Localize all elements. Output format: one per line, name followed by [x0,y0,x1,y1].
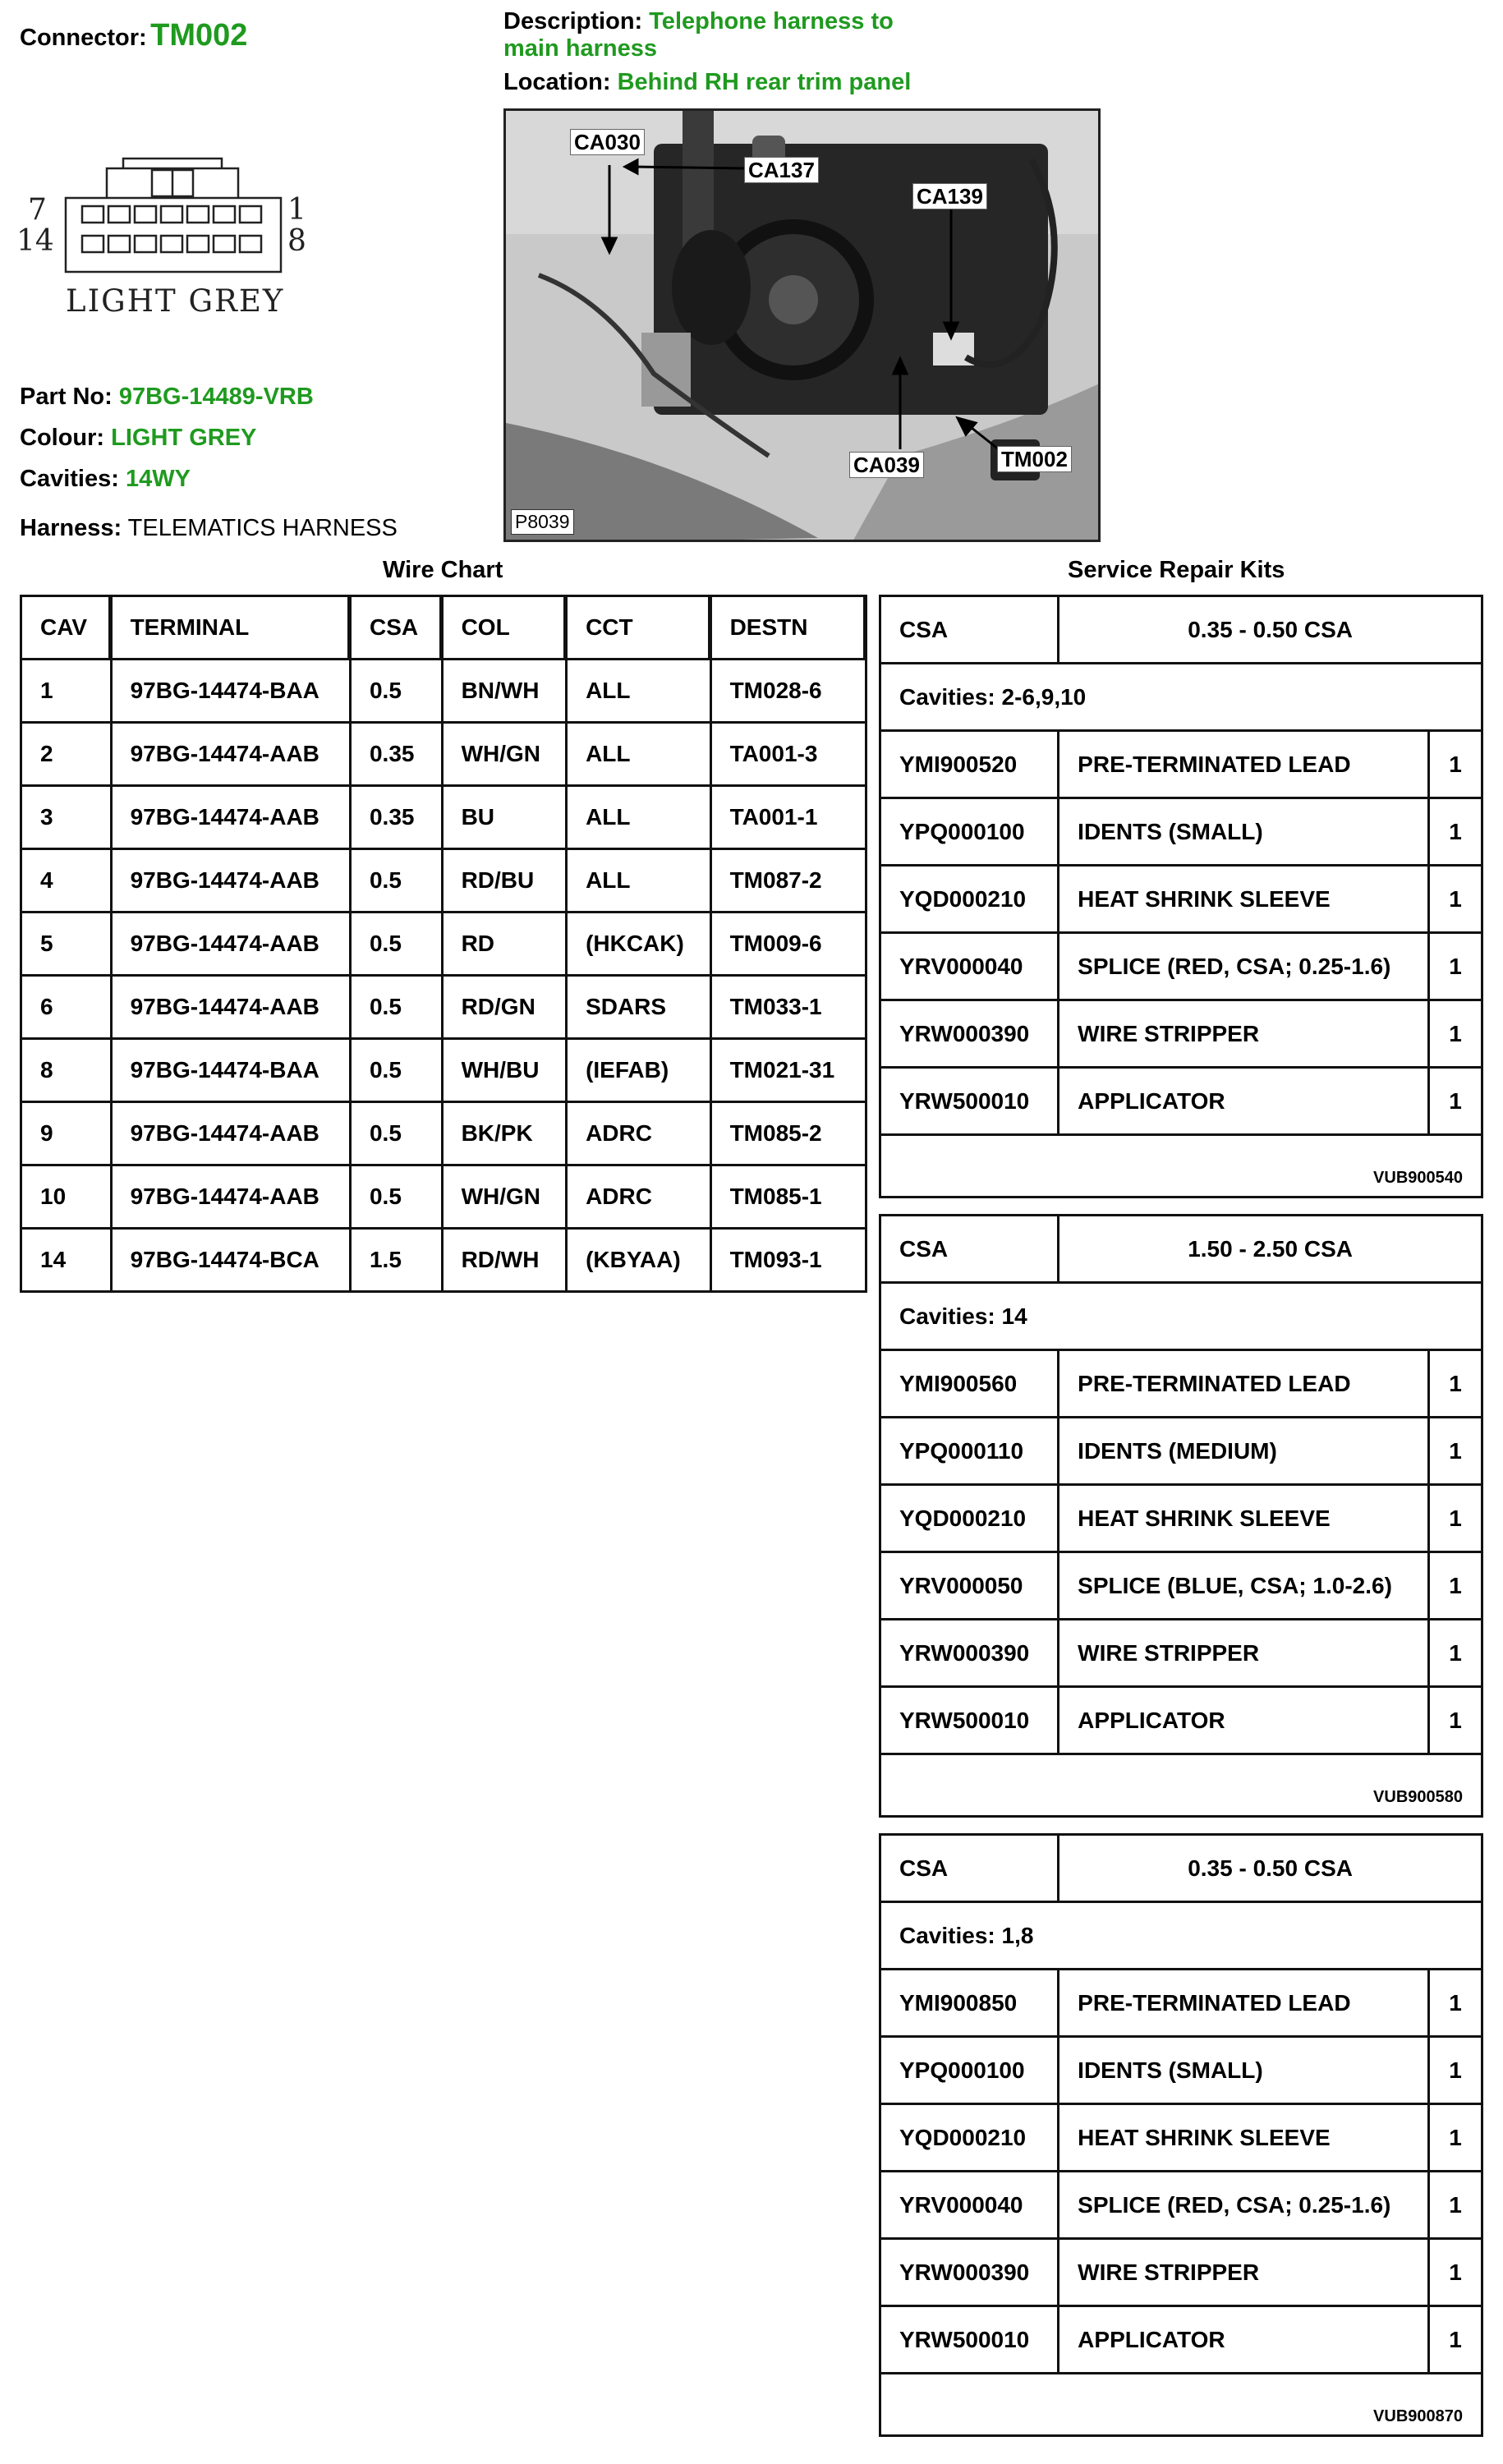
pin-label-8: 8 [287,224,306,258]
kit-part-qty: 1 [1430,799,1483,867]
cell-csa: 0.5 [352,1040,444,1103]
harness-label: Harness: [20,515,122,541]
kit-part-description: SPLICE (BLUE, CSA; 1.0-2.6) [1059,1553,1430,1620]
kit-part-description: SPLICE (RED, CSA; 0.25-1.6) [1059,934,1430,1001]
kit-csa-label: CSA [881,597,1059,664]
table-row [881,1069,1483,1136]
kit-part-number: YRW000390 [881,1001,1059,1069]
kit-part-qty: 1 [1430,1486,1483,1553]
kit-part-description: APPLICATOR [1059,1069,1430,1136]
cell-cav: 9 [22,1103,113,1166]
cell-cav: 5 [22,913,113,977]
cell-terminal: 97BG-14474-AAB [113,787,352,850]
kit-part-qty: 1 [1430,1001,1483,1069]
cell-cct: ADRC [568,1166,712,1230]
cell-terminal: 97BG-14474-BCA [113,1230,352,1293]
cell-cct: ALL [568,660,712,724]
table-row [881,867,1483,934]
table-row [881,1620,1483,1688]
cell-terminal: 97BG-14474-AAB [113,1166,352,1230]
cell-col: RD/BU [444,850,568,913]
kit-part-qty: 1 [1430,934,1483,1001]
service-kit-table [879,595,1483,1198]
cell-col: RD/WH [444,1230,568,1293]
kit-part-number: YRW500010 [881,1069,1059,1136]
table-row [881,1970,1483,2038]
cell-destn: TM033-1 [712,977,867,1040]
cavities-value: 14WY [125,466,191,492]
location-photo [503,108,1101,542]
kit-part-number: YMI900850 [881,1970,1059,2038]
cell-csa: 0.5 [352,913,444,977]
column-header: CCT [568,597,712,660]
cell-cct: ALL [568,850,712,913]
table-row [22,724,867,787]
cell-terminal: 97BG-14474-AAB [113,850,352,913]
photo-code: P8039 [511,509,574,535]
wire-chart-header-row [22,597,867,660]
table-row [881,2038,1483,2105]
cell-cct: SDARS [568,977,712,1040]
kit-part-number: YQD000210 [881,867,1059,934]
kit-part-description: IDENTS (SMALL) [1059,799,1430,867]
kit-part-description: APPLICATOR [1059,1688,1430,1755]
kit-part-description: HEAT SHRINK SLEEVE [1059,867,1430,934]
table-row [22,787,867,850]
kit-part-qty: 1 [1430,2105,1483,2172]
kit-cavities: Cavities: 2-6,9,10 [881,664,1483,732]
kit-part-qty: 1 [1430,1553,1483,1620]
cell-destn: TM028-6 [712,660,867,724]
kit-cavities: Cavities: 1,8 [881,1903,1483,1970]
cell-cav: 1 [22,660,113,724]
kit-code: VUB900580 [881,1755,1483,1818]
table-row [22,977,867,1040]
table-row [881,1418,1483,1486]
kit-part-number: YRW500010 [881,2307,1059,2374]
part-info [20,376,398,549]
kit-part-qty: 1 [1430,2307,1483,2374]
table-row [881,2307,1483,2374]
kit-part-number: YPQ000100 [881,2038,1059,2105]
kit-part-number: YRW000390 [881,2240,1059,2307]
kit-code: VUB900540 [881,1136,1483,1198]
pin-label-7: 7 [28,193,47,227]
column-header: DESTN [712,597,867,660]
cell-csa: 0.35 [352,724,444,787]
table-row [881,1001,1483,1069]
kit-part-description: PRE-TERMINATED LEAD [1059,732,1430,799]
colour-value: LIGHT GREY [111,425,257,451]
kit-part-number: YQD000210 [881,2105,1059,2172]
kit-code: VUB900870 [881,2374,1483,2437]
kit-part-number: YPQ000110 [881,1418,1059,1486]
callout-ca137: CA137 [744,157,819,183]
cell-terminal: 97BG-14474-AAB [113,1103,352,1166]
kit-part-description: WIRE STRIPPER [1059,1620,1430,1688]
service-kit-table [879,1214,1483,1818]
cell-cct: (HKCAK) [568,913,712,977]
cell-col: WH/GN [444,1166,568,1230]
kit-part-qty: 1 [1430,732,1483,799]
description-value-line1: Telephone harness to [649,8,894,34]
kit-part-description: PRE-TERMINATED LEAD [1059,1970,1430,2038]
cell-col: WH/GN [444,724,568,787]
kit-part-number: YRV000040 [881,934,1059,1001]
cell-csa: 0.35 [352,787,444,850]
description-label: Description: [503,8,643,34]
kit-part-qty: 1 [1430,1069,1483,1136]
service-kits-title: Service Repair Kits [1068,557,1285,583]
kit-part-qty: 1 [1430,2172,1483,2240]
wire-chart-table [20,595,867,1293]
cell-destn: TM009-6 [712,913,867,977]
column-header: CAV [22,597,113,660]
cell-cct: (KBYAA) [568,1230,712,1293]
cell-destn: TM085-1 [712,1166,867,1230]
cell-destn: TM085-2 [712,1103,867,1166]
table-row [22,1166,867,1230]
cell-cav: 3 [22,787,113,850]
connector-colour-text: LIGHT GREY [66,283,285,319]
cell-col: BU [444,787,568,850]
cell-terminal: 97BG-14474-BAA [113,1040,352,1103]
cell-cav: 6 [22,977,113,1040]
table-row [881,2105,1483,2172]
kit-part-number: YRW500010 [881,1688,1059,1755]
kit-csa-label: CSA [881,1216,1059,1284]
location-label: Location: [503,69,611,95]
kit-part-qty: 1 [1430,1351,1483,1418]
kit-part-qty: 1 [1430,1688,1483,1755]
cell-cav: 8 [22,1040,113,1103]
cell-cct: ALL [568,724,712,787]
cell-col: BN/WH [444,660,568,724]
connector-value: TM002 [150,18,248,53]
kit-part-description: HEAT SHRINK SLEEVE [1059,2105,1430,2172]
kit-csa-value: 0.35 - 0.50 CSA [1059,597,1483,664]
cell-csa: 1.5 [352,1230,444,1293]
cell-terminal: 97BG-14474-AAB [113,724,352,787]
kit-part-qty: 1 [1430,1620,1483,1688]
kit-part-description: APPLICATOR [1059,2307,1430,2374]
cell-destn: TM021-31 [712,1040,867,1103]
cell-destn: TA001-3 [712,724,867,787]
cell-terminal: 97BG-14474-AAB [113,977,352,1040]
kit-part-description: WIRE STRIPPER [1059,2240,1430,2307]
kit-part-qty: 1 [1430,867,1483,934]
part-no-value: 97BG-14489-VRB [118,384,314,410]
cell-col: RD/GN [444,977,568,1040]
table-row [881,799,1483,867]
location-value: Behind RH rear trim panel [617,69,912,95]
cell-csa: 0.5 [352,850,444,913]
table-row [881,934,1483,1001]
kit-part-qty: 1 [1430,1418,1483,1486]
callout-tm002: TM002 [997,446,1072,472]
cavities-label: Cavities: [20,466,119,492]
cell-cav: 10 [22,1166,113,1230]
pin-label-14: 14 [16,224,54,258]
kit-csa-value: 1.50 - 2.50 CSA [1059,1216,1483,1284]
cell-destn: TM087-2 [712,850,867,913]
wire-chart-title: Wire Chart [383,557,503,583]
cell-csa: 0.5 [352,660,444,724]
table-row [22,913,867,977]
column-header: TERMINAL [113,597,352,660]
connector-heading [20,18,247,53]
cell-destn: TM093-1 [712,1230,867,1293]
callout-ca039: CA039 [849,452,924,478]
kit-part-description: SPLICE (RED, CSA; 0.25-1.6) [1059,2172,1430,2240]
table-row [881,2172,1483,2240]
kit-cavities: Cavities: 14 [881,1284,1483,1351]
colour-label: Colour: [20,425,105,451]
table-row [22,1230,867,1293]
cell-csa: 0.5 [352,977,444,1040]
table-row [881,2240,1483,2307]
cell-col: RD [444,913,568,977]
kit-part-number: YQD000210 [881,1486,1059,1553]
kit-part-description: IDENTS (MEDIUM) [1059,1418,1430,1486]
kit-part-description: HEAT SHRINK SLEEVE [1059,1486,1430,1553]
kit-part-number: YMI900560 [881,1351,1059,1418]
cell-cct: ADRC [568,1103,712,1166]
cell-terminal: 97BG-14474-BAA [113,660,352,724]
cell-col: WH/BU [444,1040,568,1103]
cell-csa: 0.5 [352,1166,444,1230]
cell-destn: TA001-1 [712,787,867,850]
service-kit-table [879,1833,1483,2437]
pin-label-1: 1 [287,193,306,227]
part-no-label: Part No: [20,384,113,410]
cell-cav: 2 [22,724,113,787]
table-row [22,1040,867,1103]
cell-cct: ALL [568,787,712,850]
cell-cav: 14 [22,1230,113,1293]
callout-ca139: CA139 [912,183,987,209]
table-row [22,850,867,913]
table-row [881,1553,1483,1620]
connector-drawing [16,152,312,337]
description-block [503,8,911,96]
cell-cav: 4 [22,850,113,913]
kit-part-number: YRV000040 [881,2172,1059,2240]
kit-part-number: YRW000390 [881,1620,1059,1688]
kit-csa-value: 0.35 - 0.50 CSA [1059,1836,1483,1903]
kit-part-qty: 1 [1430,1970,1483,2038]
kit-part-qty: 1 [1430,2240,1483,2307]
kit-csa-label: CSA [881,1836,1059,1903]
table-row [881,1486,1483,1553]
kit-part-number: YRV000050 [881,1553,1059,1620]
table-row [22,660,867,724]
kit-part-description: IDENTS (SMALL) [1059,2038,1430,2105]
kit-part-description: WIRE STRIPPER [1059,1001,1430,1069]
description-value-line2: main harness [503,35,657,62]
column-header: CSA [352,597,444,660]
column-header: COL [444,597,568,660]
cell-terminal: 97BG-14474-AAB [113,913,352,977]
kit-part-qty: 1 [1430,2038,1483,2105]
cell-csa: 0.5 [352,1103,444,1166]
kit-part-description: PRE-TERMINATED LEAD [1059,1351,1430,1418]
kit-part-number: YMI900520 [881,732,1059,799]
cell-cct: (IEFAB) [568,1040,712,1103]
table-row [881,732,1483,799]
table-row [22,1103,867,1166]
kit-part-number: YPQ000100 [881,799,1059,867]
table-row [881,1688,1483,1755]
cell-col: BK/PK [444,1103,568,1166]
table-row [881,1351,1483,1418]
harness-value: TELEMATICS HARNESS [127,515,398,541]
callout-ca030: CA030 [570,129,645,155]
connector-label: Connector: [20,25,147,51]
